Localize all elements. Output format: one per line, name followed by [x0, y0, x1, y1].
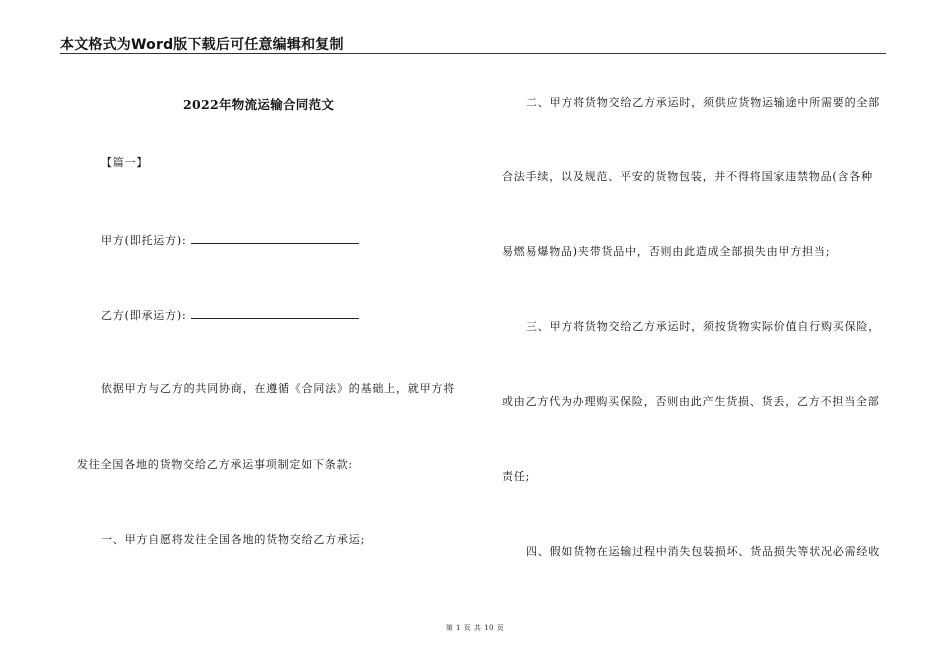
paragraph-line: 责任; — [502, 470, 531, 483]
paragraph-line: 合法手续，以及规范、平安的货物包装，并不得将国家违禁物品(含各种 — [502, 170, 873, 183]
paragraph-line: 一、甲方自愿将发往全国各地的货物交给乙方承运; — [101, 533, 366, 546]
paragraph-line: 依据甲方与乙方的共同协商，在遵循《合同法》的基础上，就甲方将 — [101, 382, 455, 395]
page-number: 第 1 页 共 10 页 — [445, 624, 505, 632]
party-b-blank — [191, 306, 359, 319]
header-text: 本文格式为Word版下载后可任意编辑和复制 — [60, 37, 344, 53]
document-header — [60, 34, 886, 54]
paragraph-line: 二、甲方将货物交给乙方承运时，须供应货物运输途中所需要的全部 — [526, 96, 880, 109]
paragraph-line: 易燃易爆物品)夹带货品中，否则由此造成全部损失由甲方担当; — [502, 245, 831, 258]
paragraph-line: 或由乙方代为办理购买保险，否则由此产生货损、货丢，乙方不担当全部 — [502, 395, 880, 408]
party-b-label: 乙方(即承运方): — [101, 309, 187, 322]
party-b-line — [101, 306, 359, 323]
paragraph-line: 四、假如货物在运输过程中消失包装损坏、货品损失等状况必需经收 — [526, 545, 880, 558]
party-a-line — [101, 231, 359, 248]
document-title: 2022年物流运输合同范文 — [183, 97, 335, 112]
paragraph-line: 三、甲方将货物交给乙方承运时，须按货物实际价值自行购买保险， — [526, 320, 880, 333]
paragraph-line: 发往全国各地的货物交给乙方承运事项制定如下条款: — [77, 458, 353, 471]
party-a-blank — [191, 231, 359, 244]
section-label: 【篇一】 — [101, 156, 149, 169]
party-a-label: 甲方(即托运方): — [101, 234, 187, 247]
